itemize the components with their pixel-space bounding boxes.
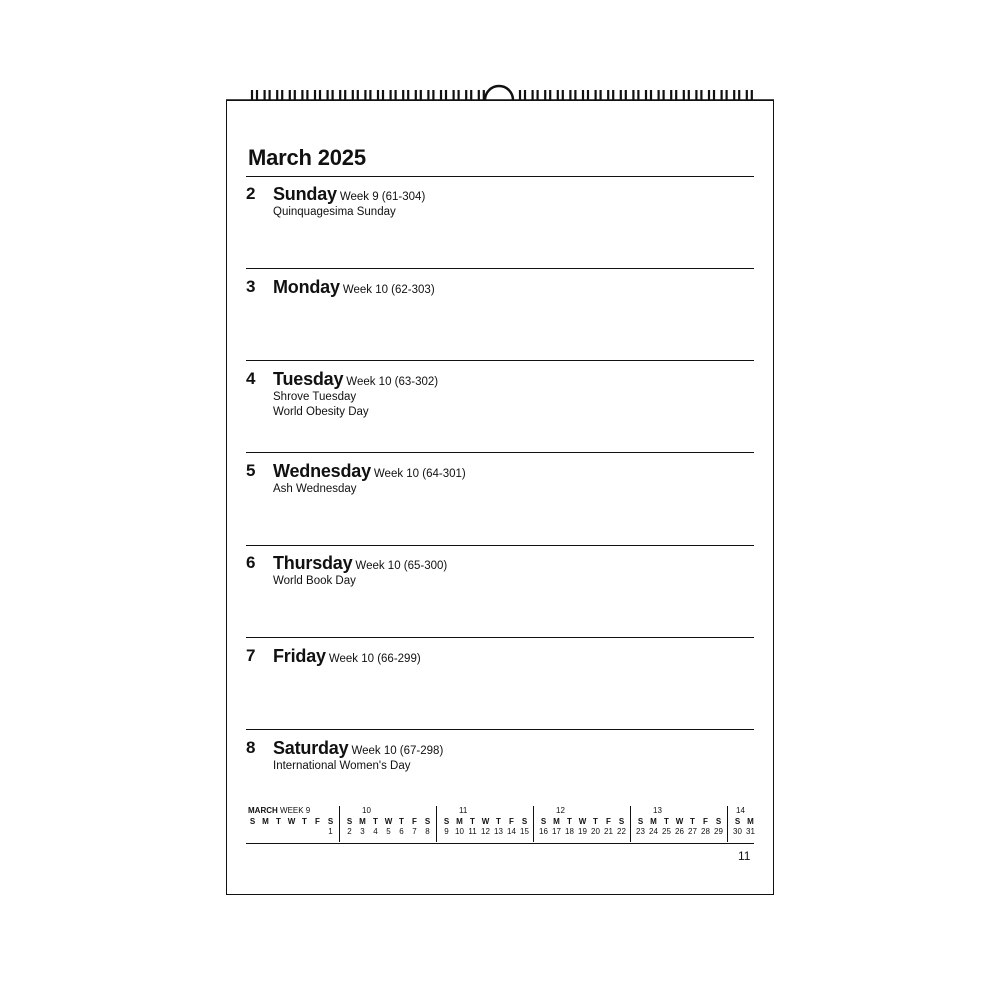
mini-weekday-letter: F	[703, 817, 708, 826]
mini-week-number: 11	[459, 806, 468, 815]
mini-weekday-letter: T	[496, 817, 501, 826]
mini-date: 24	[649, 827, 658, 836]
mini-weekday-letter: S	[715, 817, 722, 826]
mini-weekday-letter: T	[690, 817, 695, 826]
mini-weekday-letter: W	[287, 817, 296, 826]
mini-weekday-letter: F	[412, 817, 417, 826]
day-number: 6	[246, 553, 256, 572]
week-info: Week 10 (63-302)	[346, 376, 439, 388]
mini-weekday-letter: T	[664, 817, 669, 826]
mini-weekday-letter: W	[481, 817, 490, 826]
day-number: 7	[246, 646, 256, 665]
mini-weekday-letter: T	[399, 817, 404, 826]
mini-weekday-letter: T	[302, 817, 307, 826]
mini-weekday-letter: T	[567, 817, 572, 826]
mini-weekday-letter: S	[346, 817, 353, 826]
day-number: 8	[246, 738, 256, 757]
mini-date: 13	[494, 827, 503, 836]
day-notes	[273, 390, 369, 420]
week-info: Week 9 (61-304)	[339, 191, 426, 203]
mini-date: 4	[373, 827, 378, 836]
mini-weekday-letter: S	[540, 817, 547, 826]
week-info: Week 10 (64-301)	[373, 468, 466, 480]
title-rule	[246, 176, 754, 177]
day-notes	[273, 759, 411, 774]
mini-date: 7	[412, 827, 417, 836]
mini-week	[634, 806, 726, 842]
mini-weekday-letter: M	[650, 817, 657, 826]
day-heading	[273, 369, 438, 390]
week-info: Week 10 (62-303)	[342, 284, 435, 296]
mini-week-number: 14	[736, 806, 745, 815]
mini-weekday-letter: F	[315, 817, 320, 826]
mini-date: 6	[399, 827, 404, 836]
mini-date: 29	[714, 827, 723, 836]
day-name: Wednesday	[273, 461, 371, 481]
mini-weekday-letter: T	[470, 817, 475, 826]
day-divider	[246, 545, 754, 546]
mini-week	[731, 806, 754, 842]
footer-rule	[246, 843, 754, 844]
mini-date: 10	[455, 827, 464, 836]
mini-date: 25	[662, 827, 671, 836]
week-separator	[630, 806, 631, 842]
mini-date: 17	[552, 827, 561, 836]
mini-date: 8	[425, 827, 430, 836]
day-heading	[273, 277, 435, 298]
mini-weekday-letter: S	[443, 817, 450, 826]
mini-week-number: WEEK 9	[280, 806, 311, 815]
day-name: Friday	[273, 646, 326, 666]
mini-date: 15	[520, 827, 529, 836]
day-divider	[246, 729, 754, 730]
mini-weekday-letter: S	[424, 817, 431, 826]
mini-date: 28	[701, 827, 710, 836]
mini-date: 20	[591, 827, 600, 836]
mini-date: 16	[539, 827, 548, 836]
mini-weekday-letter: S	[249, 817, 256, 826]
mini-weekday-letter: F	[606, 817, 611, 826]
day-number: 2	[246, 184, 256, 203]
day-name: Tuesday	[273, 369, 344, 389]
mini-week-number: 13	[653, 806, 662, 815]
mini-week	[537, 806, 629, 842]
mini-date: 30	[733, 827, 742, 836]
mini-weekday-letter: W	[675, 817, 684, 826]
page-number: 11	[738, 849, 751, 863]
mini-calendar	[246, 806, 754, 842]
mini-date: 19	[578, 827, 587, 836]
mini-month-label: MARCH	[248, 806, 278, 815]
mini-weekday-letter: F	[509, 817, 514, 826]
day-heading	[273, 461, 466, 482]
mini-weekday-letter: T	[276, 817, 281, 826]
mini-weekday-letter: S	[734, 817, 741, 826]
mini-date: 5	[386, 827, 391, 836]
mini-week	[246, 806, 338, 842]
mini-weekday-letter: M	[747, 817, 754, 826]
week-separator	[339, 806, 340, 842]
mini-weekday-letter: S	[637, 817, 644, 826]
mini-weekday-letter: T	[373, 817, 378, 826]
day-number: 4	[246, 369, 256, 388]
week-info: Week 10 (66-299)	[328, 653, 421, 665]
day-note: World Obesity Day	[273, 406, 369, 418]
mini-week-number: 10	[362, 806, 371, 815]
mini-weekday-letter: M	[262, 817, 269, 826]
page-title: March 2025	[248, 145, 366, 170]
mini-week	[440, 806, 532, 842]
mini-date: 26	[675, 827, 684, 836]
day-number: 3	[246, 277, 256, 296]
mini-weekday-letter: W	[578, 817, 587, 826]
day-name: Thursday	[273, 553, 353, 573]
mini-weekday-letter: S	[618, 817, 625, 826]
day-note: World Book Day	[273, 575, 356, 587]
mini-weekday-letter: S	[327, 817, 334, 826]
day-heading	[273, 738, 443, 759]
mini-weekday-letter: T	[593, 817, 598, 826]
mini-date: 27	[688, 827, 697, 836]
mini-week-number: 12	[556, 806, 565, 815]
day-heading	[273, 646, 421, 667]
mini-date: 3	[360, 827, 365, 836]
week-info: Week 10 (65-300)	[355, 560, 448, 572]
day-heading	[273, 553, 447, 574]
mini-date: 9	[444, 827, 449, 836]
day-notes	[273, 482, 357, 497]
mini-weekday-letter: W	[384, 817, 393, 826]
mini-date: 23	[636, 827, 645, 836]
day-name: Sunday	[273, 184, 337, 204]
mini-weekday-letter: S	[521, 817, 528, 826]
week-separator	[533, 806, 534, 842]
mini-date: 22	[617, 827, 626, 836]
mini-date: 12	[481, 827, 490, 836]
week-separator	[727, 806, 728, 842]
day-notes	[273, 205, 396, 220]
day-note: Shrove Tuesday	[273, 391, 357, 403]
day-heading	[273, 184, 425, 205]
day-divider	[246, 452, 754, 453]
mini-date: 14	[507, 827, 516, 836]
day-note: International Women's Day	[273, 760, 411, 772]
week-info: Week 10 (67-298)	[351, 745, 444, 757]
mini-weekday-letter: M	[456, 817, 463, 826]
mini-date: 1	[328, 827, 333, 836]
day-note: Quinquagesima Sunday	[273, 206, 396, 218]
hanger-hook-icon	[485, 86, 513, 100]
mini-date: 21	[604, 827, 613, 836]
mini-date: 31	[746, 827, 755, 836]
mini-weekday-letter: M	[359, 817, 366, 826]
day-name: Saturday	[273, 738, 349, 758]
mini-weekday-letter: M	[553, 817, 560, 826]
day-name: Monday	[273, 277, 340, 297]
day-divider	[246, 268, 754, 269]
day-number: 5	[246, 461, 256, 480]
mini-date: 18	[565, 827, 574, 836]
mini-date: 2	[347, 827, 352, 836]
day-note: Ash Wednesday	[273, 483, 357, 495]
mini-week-label	[248, 806, 310, 815]
mini-date: 11	[468, 827, 477, 836]
mini-week	[343, 806, 435, 842]
day-divider	[246, 360, 754, 361]
day-divider	[246, 637, 754, 638]
day-notes	[273, 574, 356, 589]
week-separator	[436, 806, 437, 842]
